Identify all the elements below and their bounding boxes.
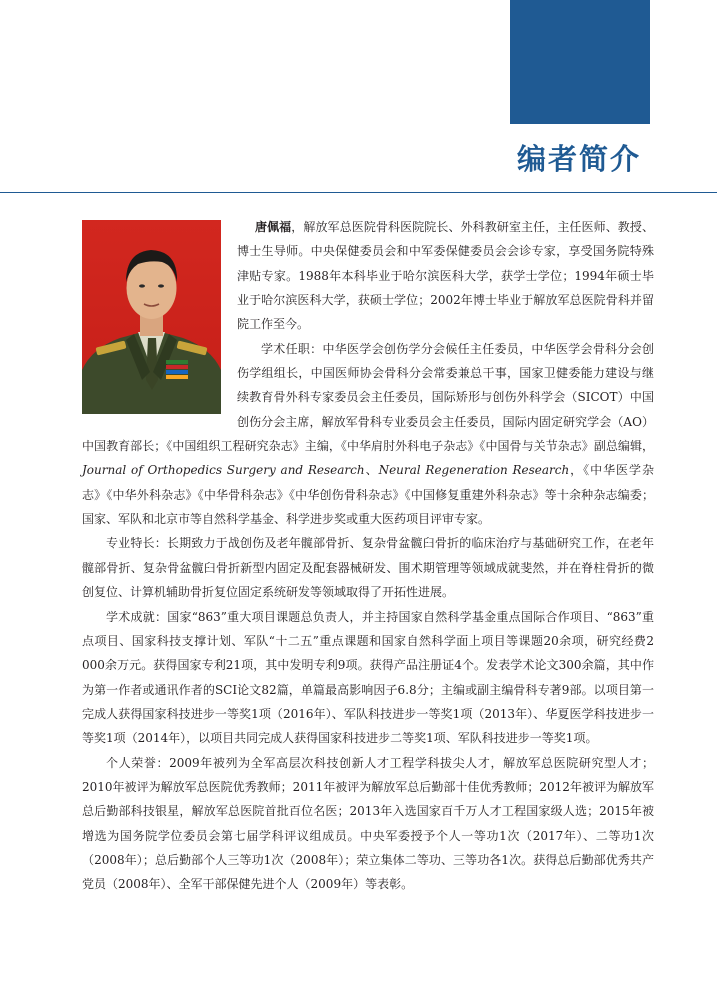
academic-achievements: 学术成就：国家“863”重大项目课题总负责人，并主持国家自然科学基金重点国际合作项目、“863”重点项目、国家科技支撑计划、军队“十二五”重点课题和国家自然科学面上项目等课题20余项，研究经费2 000余万元。获得国家专利21项，其中发明专利9项。获得产品注册证4个。发表学术论文300余篇，其中作为第一作者或通讯作者的SCI论文82篇，单篇最高影响因子6.8分；主编或副主编骨科专著9部。以项目第一完成人获得国家科技进步一等奖1项（2016年）、军队科技进步一等奖1项（2013年）、华夏医学科技进步一等奖1项（2014年），以项目共同完成人获得国家科技进步二等奖1项、军队科技进步一等奖1项。: [82, 609, 654, 746]
page-title: 编者简介: [516, 142, 641, 176]
header-divider: [0, 192, 717, 193]
bio-content: [82, 215, 654, 897]
positions-text-a: 学术任职：中华医学会创伤学分会候任主任委员，中华医学会骨科分会创伤学组组长，中国医师协会骨科分会常委兼总干事，国家卫健委能力建设与继续教育骨外科专家委员会主任委员，国际矫形与创伤外科学会（SICOT）中国创伤分会主席，解放军骨科专业委员会主任委员，国际内固定研究学会（AO）中国教育部长；《中国组织工程研究杂志》主编，《中华肩肘外科电子杂志》《中国骨与关节杂志》副总编辑，: [82, 341, 654, 454]
personal-honors: 个人荣誉：2009年被列为全军高层次科技创新人才工程学科拔尖人才，解放军总医院研究型人才；2010年被评为解放军总医院优秀教师；2011年被评为解放军总后勤部十佳优秀教师；2012年被评为解放军总后勤部科技银星，解放军总医院首批百位名医；2013年入选国家百千万人才工程国家级人选；2015年被增选为国务院学位委员会第七届学科评议组成员。中央军委授予个人一等功1次（2017年）、二等功1次（2008年）；总后勤部个人三等功1次（2008年）；荣立集体二等功、三等功各1次。获得总后勤部优秀共产党员（2008年）、全军干部保健先进个人（2009年）等表彰。: [82, 755, 654, 892]
journal-title-1: Journal of Orthopedics Surgery and Research: [82, 463, 365, 478]
portrait-illustration: [82, 220, 221, 414]
author-name: 唐佩福: [255, 220, 292, 234]
positions-text-b: ，《中华医学杂志》《中华外科杂志》《中华骨科杂志》《中华创伤骨科杂志》《中国修复重建外科杂志》等十余种杂志编委；国家、军队和北京市等自然科学基金、科学进步奖或重大医药项目评审专家。: [82, 463, 654, 527]
specialty: 专业特长：长期致力于战创伤及老年髋部骨折、复杂骨盆髋臼骨折的临床治疗与基础研究工作，在老年髋部骨折、复杂骨盆髋臼骨折新型内固定及配套器械研发、围术期管理等领域成就斐然，并在脊柱骨折的微创复位、计算机辅助骨折复位固定系统研发等领域取得了开拓性进展。: [82, 536, 654, 600]
intro-text: ，解放军总医院骨科医院院长、外科教研室主任，主任医师、教授、博士生导师。中央保健委员会和中军委保健委员会会诊专家，享受国务院特殊津贴专家。1988年本科毕业于哈尔滨医科大学，获学士学位；1994年硕士毕业于哈尔滨医科大学，获硕士学位；2002年博士毕业于解放军总医院骨科并留院工作至今。: [237, 220, 654, 332]
header-color-block: [510, 0, 650, 124]
author-photo: [82, 220, 221, 414]
journal-separator: 、: [364, 463, 379, 478]
journal-title-2: Neural Regeneration Research: [378, 463, 570, 478]
